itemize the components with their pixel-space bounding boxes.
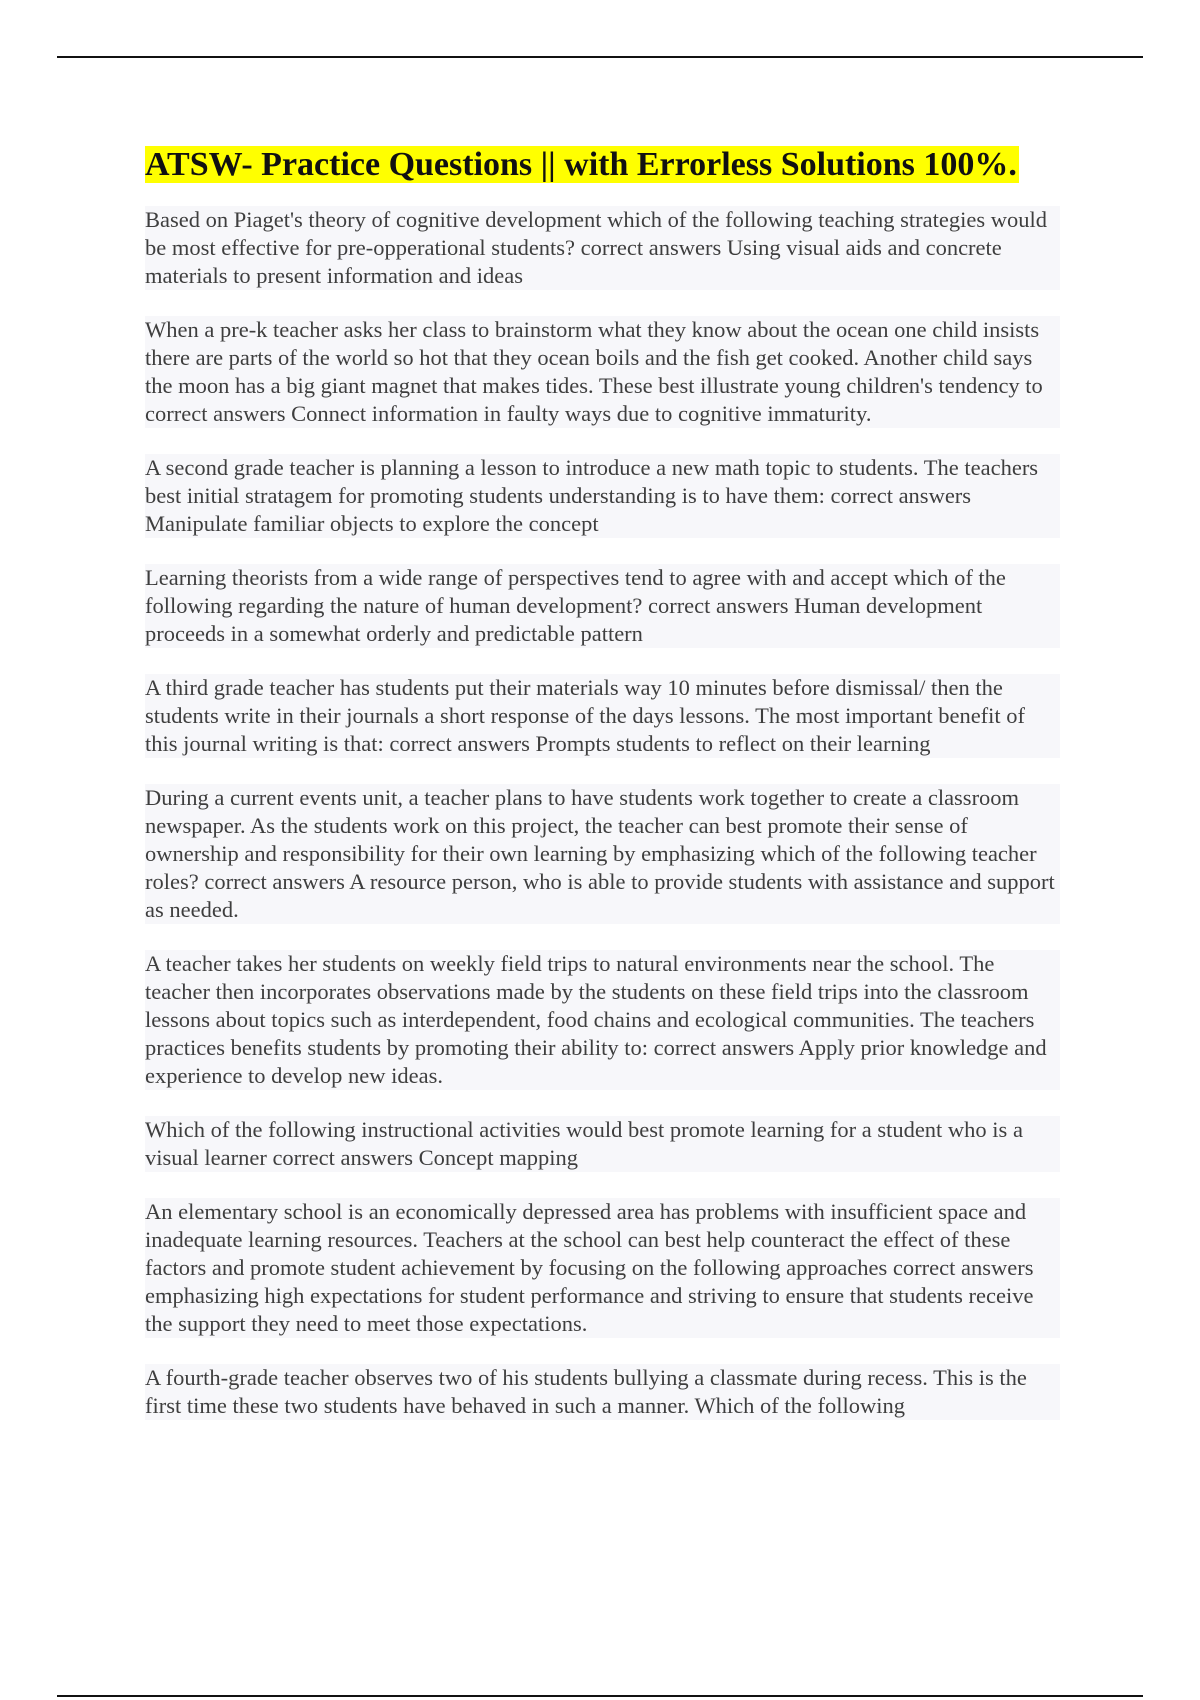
question-7: A teacher takes her students on weekly field trips to natural environments near the school. The teacher then incorporates observations made by the students on these field trips into the classroom lessons about topics such as interdependent, food chains and ecological communities. The teachers practices benefits students by promoting their ability to: correct answers Apply prior knowledge and experience to develop new ideas.	[145, 950, 1060, 1090]
question-3: A second grade teacher is planning a lesson to introduce a new math topic to students. The teachers best initial stratagem for promoting students understanding is to have them: correct answers Manipulate familiar objects to explore the concept	[145, 454, 1060, 538]
question-9: An elementary school is an economically depressed area has problems with insufficient space and inadequate learning resources. Teachers at the school can best help counteract the effect of these factors and promote student achievement by focusing on the following approaches correct answers emphasizing high expectations for student performance and striving to ensure that students receive the support they need to meet those expectations.	[145, 1198, 1060, 1338]
title-highlight: ATSW- Practice Questions || with Errorless Solutions 100%.	[145, 146, 1017, 183]
question-5: A third grade teacher has students put their materials way 10 minutes before dismissal/ then the students write in their journals a short response of the days lessons. The most important benefit of this journal writing is that: correct answers Prompts students to reflect on their learning	[145, 674, 1060, 758]
question-1: Based on Piaget's theory of cognitive development which of the following teaching strategies would be most effective for pre-opperational students? correct answers Using visual aids and concrete materials to present information and ideas	[145, 206, 1060, 290]
question-8: Which of the following instructional activities would best promote learning for a student who is a visual learner correct answers Concept mapping	[145, 1116, 1060, 1172]
question-10: A fourth-grade teacher observes two of his students bullying a classmate during recess. This is the first time these two students have behaved in such a manner. Which of the following	[145, 1364, 1060, 1420]
document-title	[145, 143, 1060, 186]
document-body	[145, 143, 1060, 1446]
question-6: During a current events unit, a teacher plans to have students work together to create a classroom newspaper. As the students work on this project, the teacher can best promote their sense of ownership and responsibility for their own learning by emphasizing which of the following teacher roles? correct answers A resource person, who is able to provide students with assistance and support as needed.	[145, 784, 1060, 924]
question-4: Learning theorists from a wide range of perspectives tend to agree with and accept which of the following regarding the nature of human development? correct answers Human development proceeds in a somewhat orderly and predictable pattern	[145, 564, 1060, 648]
footer-rule	[57, 1695, 1143, 1697]
header-rule	[57, 56, 1143, 58]
question-2: When a pre-k teacher asks her class to brainstorm what they know about the ocean one child insists there are parts of the world so hot that they ocean boils and the fish get cooked. Another child says the moon has a big giant magnet that makes tides. These best illustrate young children's tendency to correct answers Connect information in faulty ways due to cognitive immaturity.	[145, 316, 1060, 428]
